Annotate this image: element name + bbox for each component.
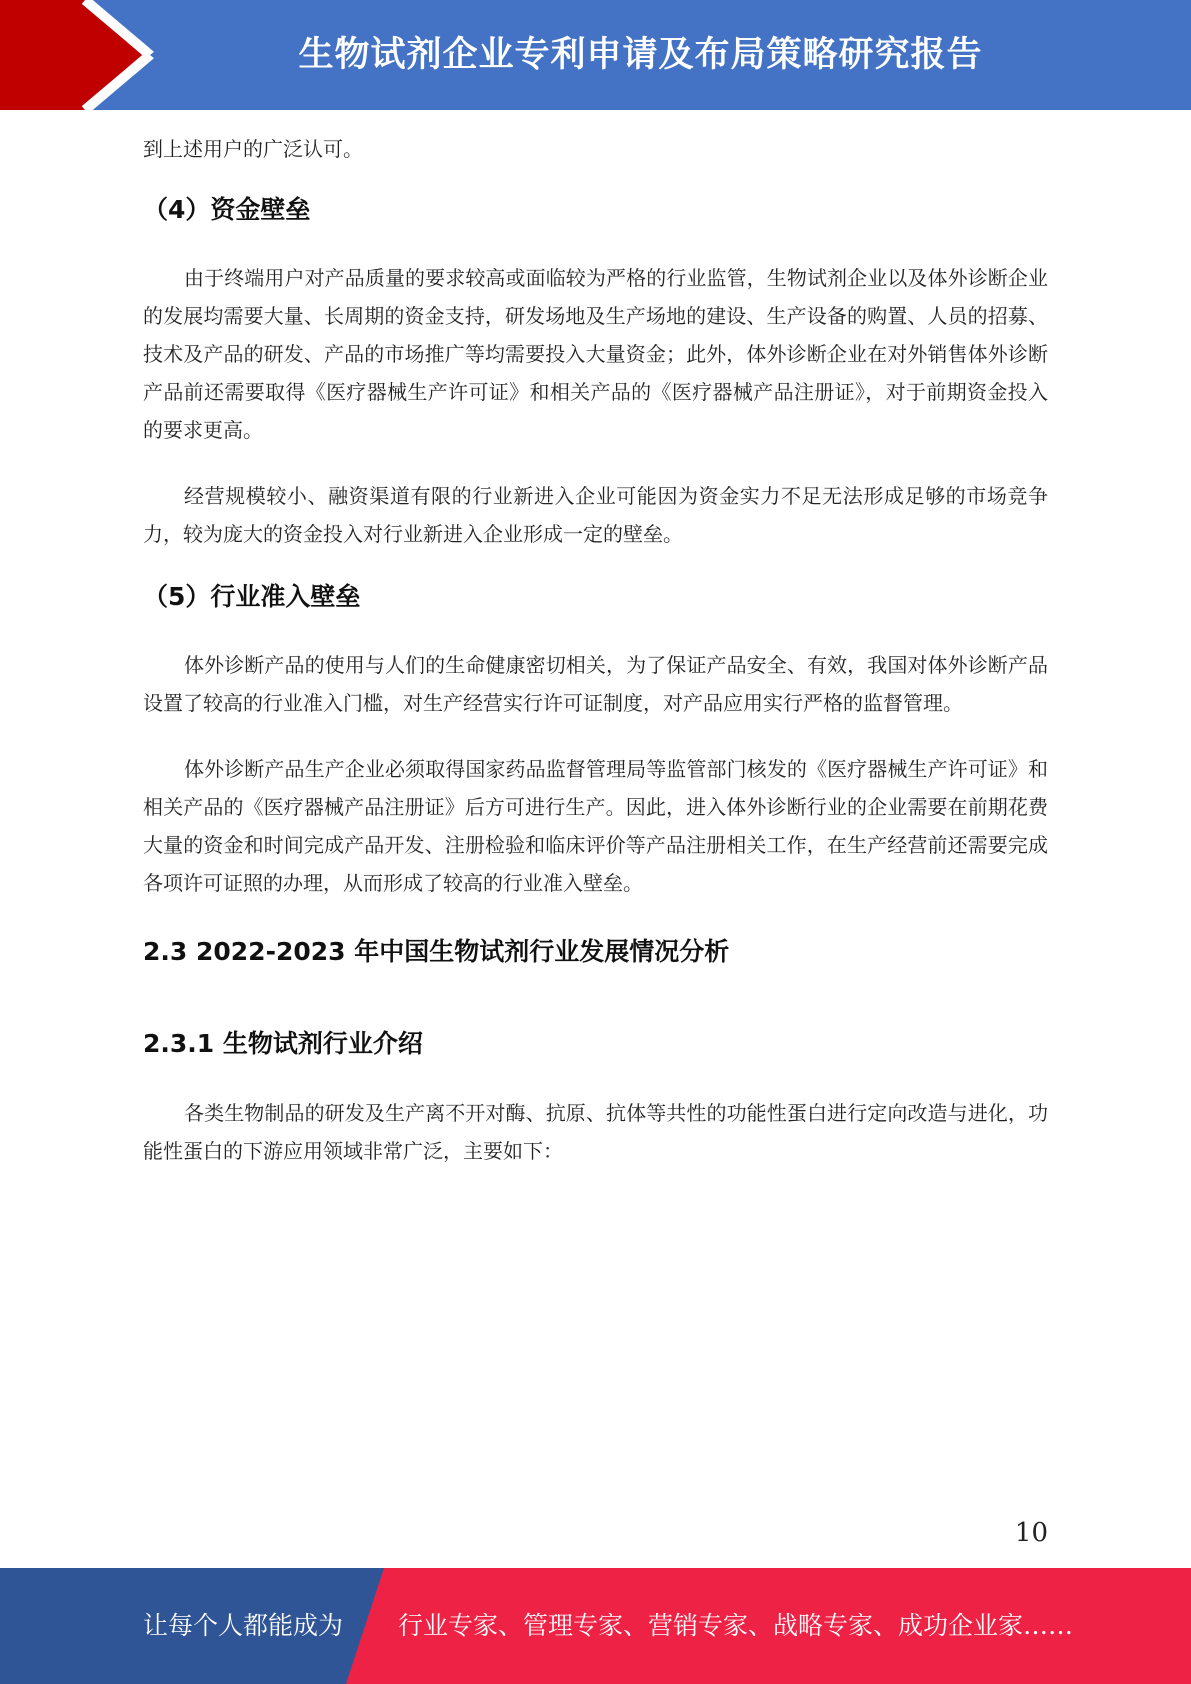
paragraph: 体外诊断产品生产企业必须取得国家药品监督管理局等监管部门核发的《医疗器械生产许可证》和相关产品的《医疗器械产品注册证》后方可进行生产。因此，进入体外诊断行业的企业需要在前期花费大量的资金和时间完成产品开发、注册检验和临床评价等产品注册相关工作，在生产经营前还需要完成各项许可证照的办理，从而形成了较高的行业准入壁垒。 — [143, 757, 1048, 895]
paragraph: 体外诊断产品的使用与人们的生命健康密切相关，为了保证产品安全、有效，我国对体外诊断产品设置了较高的行业准入门槛，对生产经营实行许可证制度，对产品应用实行严格的监督管理。 — [143, 653, 1048, 715]
paragraph: 各类生物制品的研发及生产离不开对酶、抗原、抗体等共性的功能性蛋白进行定向改造与进化，功能性蛋白的下游应用领域非常广泛，主要如下： — [143, 1101, 1048, 1163]
footer-slogan-right: 行业专家、管理专家、营销专家、战略专家、成功企业家…… — [398, 1611, 1074, 1640]
page-number: 10 — [1014, 1518, 1048, 1548]
heading-entry-barrier: （5）行业准入壁垒 — [143, 582, 361, 611]
footer-slogan-left: 让每个人都能成为 — [143, 1611, 344, 1640]
page-header — [0, 0, 1191, 110]
section-heading-2-3-1: 2.3.1 生物试剂行业介绍 — [143, 1029, 423, 1058]
section-heading-2-3: 2.3 2022-2023 年中国生物试剂行业发展情况分析 — [143, 937, 730, 966]
page-footer — [0, 1568, 1191, 1684]
paragraph: 由于终端用户对产品质量的要求较高或面临较为严格的行业监管，生物试剂企业以及体外诊断企业的发展均需要大量、长周期的资金支持，研发场地及生产场地的建设、生产设备的购置、人员的招募、技术及产品的研发、产品的市场推广等均需要投入大量资金；此外，体外诊断企业在对外销售体外诊断产品前还需要取得《医疗器械生产许可证》和相关产品的《医疗器械产品注册证》，对于前期资金投入的要求更高。 — [143, 266, 1048, 442]
paragraph: 经营规模较小、融资渠道有限的行业新进入企业可能因为资金实力不足无法形成足够的市场竞争力，较为庞大的资金投入对行业新进入企业形成一定的壁垒。 — [143, 484, 1048, 546]
document-body — [143, 130, 1048, 1170]
paragraph-continuation: 到上述用户的广泛认可。 — [143, 137, 363, 161]
document-title: 生物试剂企业专利申请及布局策略研究报告 — [298, 35, 983, 75]
heading-capital-barrier: （4）资金壁垒 — [143, 195, 311, 224]
